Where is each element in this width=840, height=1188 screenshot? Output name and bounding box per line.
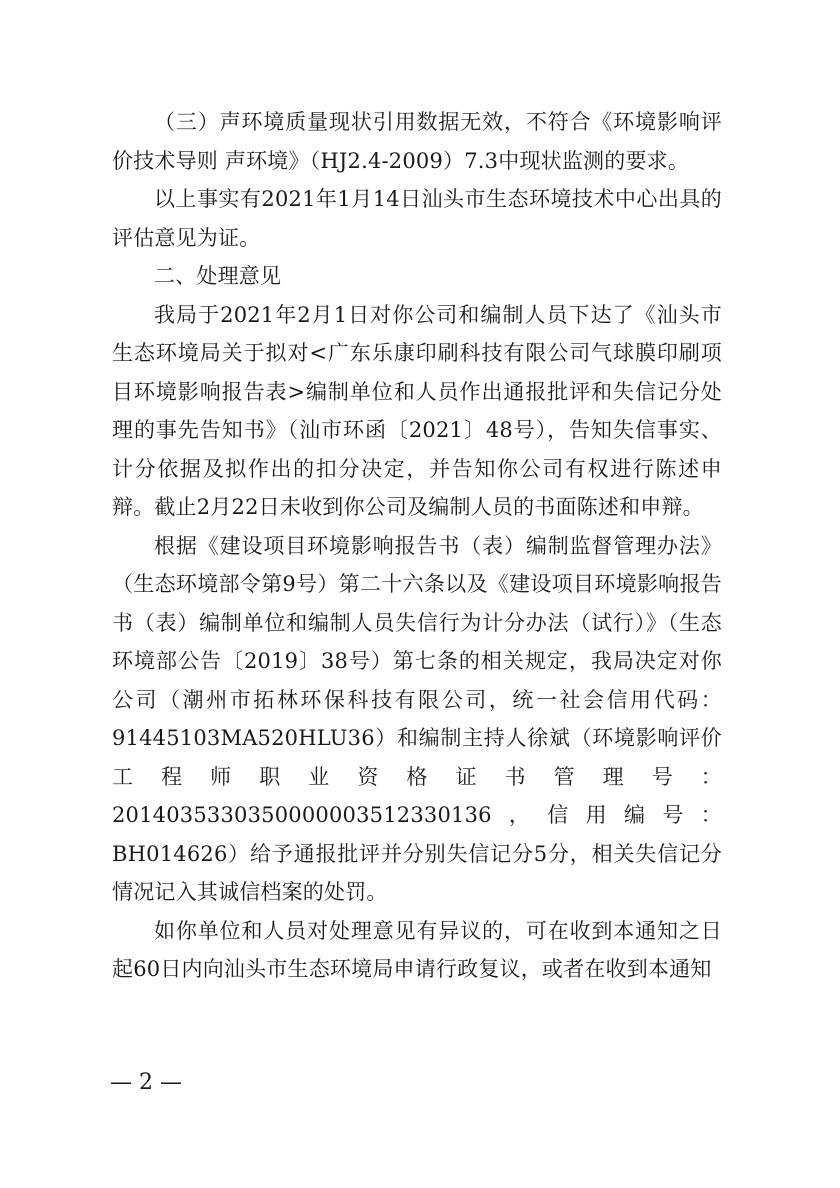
- paragraph-sound-environment: （三）声环境质量现状引用数据无效，不符合《环境影响评价技术导则 声环境》（HJ2.4-2009）7.3中现状监测的要求。: [112, 110, 722, 173]
- document-body: [112, 103, 722, 989]
- paragraph-decision: 根据《建设项目环境影响报告书（表）编制监督管理办法》（生态环境部令第9号）第二十六条以及《建设项目环境影响报告书（表）编制单位和编制人员失信行为计分办法（试行）》（生态环境部公告〔2019〕38号）第七条的相关规定，我局决定对你公司（潮州市拓林环保科技有限公司，统一社会信用代码：91445103MA520HLU36）和编制主持人徐斌（环境影响评价工程师职业资格证书管理号：2014035330350000003512330136，信用编号：BH014626）给予通报批评并分别失信记分5分，相关失信记分情况记入其诚信档案的处罚。: [112, 533, 722, 904]
- paragraph-prior-notice: 我局于2021年2月1日对你公司和编制人员下达了《汕头市生态环境局关于拟对<广东乐康印刷科技有限公司气球膜印刷项目环境影响报告表>编制单位和人员作出通报批评和失信记分处理的事先告知书》（汕市环函〔2021〕48号），告知失信事实、计分依据及拟作出的扣分决定，并告知你公司有权进行陈述申辩。截止2月22日未收到你公司及编制人员的书面陈述和申辩。: [112, 302, 722, 519]
- paragraph-evidence: 以上事实有2021年1月14日汕头市生态环境技术中心出具的评估意见为证。: [112, 187, 722, 250]
- page-number: — 2 —: [110, 1070, 182, 1095]
- section-heading-handling-opinion: 二、处理意见: [154, 264, 282, 288]
- paragraph-appeal: 如你单位和人员对处理意见有异议的，可在收到本通知之日起60日内向汕头市生态环境局申请行政复议，或者在收到本通知: [112, 918, 722, 981]
